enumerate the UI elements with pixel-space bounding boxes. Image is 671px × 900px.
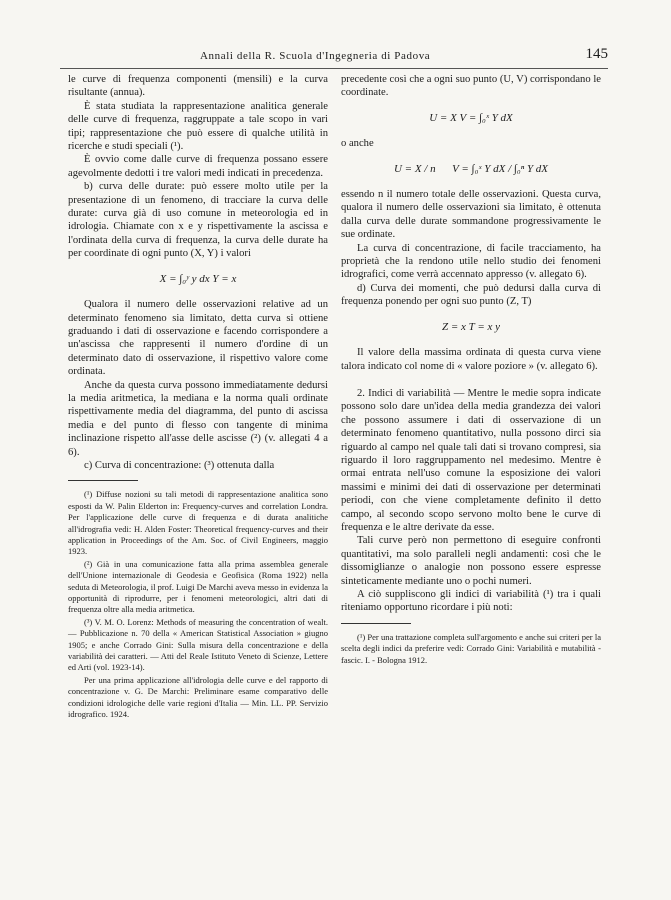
equation-u: U = X / n [393, 162, 436, 175]
footnote: Per una prima applicazione all'idrologia delle curve e del rapporto di concentrazione v. G. De Marchi: Preliminare esame comparativo delle condizioni idrologiche delle varie regioni d'Italia — Min. LL. PP. Servizio idrografico. 1924. [68, 674, 328, 720]
footnotes [341, 632, 601, 666]
section-paragraph: 2. Indici di variabilità — Mentre le medie sopra indicate possono solo dare un'idea della media grandezza dei valori che possono assumere i dati di osservazione di un determinato fenomeno quantitativo, nulla possono dirci sia riguardo al campo nel quale tali dati si trovano compresi, sia riguardo il loro raggruppamento nel medesimo. Mentre è ormai entrata nell'uso comune la esposizione dei valori massimi e minimi dei dati di osservazione per determinati periodi, con che viene completamente definito il detto campo, al secondo scopo servono molto bene le curve di frequenza e le altre derivate da esse. [341, 387, 601, 533]
equation-v: V = ∫₀ˣ Y dX / ∫₀ⁿ Y dX [452, 162, 549, 175]
footnote: (³) V. M. O. Lorenz: Methods of measuring the concentration of wealt. — Pubblicazione n. 70 della « American Statistical Association » giugno 1905; e anche Corrado Gini: Sulla misura della concentrazione e della variabilità dei caratteri. — Atti del Reale Istituto Veneto di Scienze, Lettere ed Arti (vol. 1923-14). [68, 616, 328, 673]
equation [341, 163, 601, 176]
paragraph: È ovvio come dalle curve di frequenza possano essere agevolmente dedotti i tre valori medi indicati in precedenza. [68, 154, 328, 179]
paragraph: c) Curva di concentrazione: (³) ottenuta dalla [84, 459, 275, 471]
left-column [68, 73, 328, 722]
equation: U = X V = ∫₀ˣ Y dX [429, 111, 513, 124]
footnote: (²) Già in una comunicazione fatta alla prima assemblea generale dell'Unione internazionale di Geodesia e Geofisica (Roma 1922) nella seduta di Meteorologia, il prof. Luigi De Marchi aveva messo in evidenza la opportunità di riprodurre, per i fenomeni meteorologici, altri dati di frequenza oltre alla media aritmetica. [68, 558, 328, 615]
paragraph: Qualora il numero delle osservazioni relative ad un determinato fenomeno sia limitato, detta curva si ottiene graduando i dati di osservazione e facendo corrispondere a un'ascissa che rappresenti il numero d'ordine di un determinato dato di osservazione, il rispettivo valore come ordinata. [68, 299, 328, 378]
paragraph: Tali curve però non permettono di eseguire confronti quantitativi, ma solo paralleli negli andamenti: così che le dissomiglianze o analogie non possono essere espresse sinteticamente mediante uno o pochi numeri. [341, 535, 601, 587]
paragraph: Anche da questa curva possono immediatamente dedursi la media aritmetica, la mediana e la norma quali ordinate rispettivamente media del diagramma, del punto di ascissa media e del punto di flesso con tangente di minima inclinazione rispetto all'asse delle ascisse (²) (v. allegati 4 a 6). [68, 379, 328, 458]
paragraph: d) Curva dei momenti, che può dedursi dalla curva di frequenza ponendo per ogni suo punto (Z, T) [341, 282, 601, 308]
footnote-rule [68, 480, 138, 481]
paragraph: La curva di concentrazione, di facile tracciamento, ha proprietà che la rendono utile nello studio dei fenomeni idrografici, come verrà accennato appresso (v. allegato 6). [341, 242, 601, 281]
paragraph: o anche [341, 138, 374, 150]
equation: X = ∫₀ʸ y dx Y = x [159, 272, 237, 285]
paragraph: essendo n il numero totale delle osservazioni. Questa curva, qualora il numero delle osservazioni sia limitato, è ottenuta dalla curva delle durate sommandone progressivamente le sue ordinate. [341, 189, 601, 241]
running-title: Annali della R. Scuola d'Ingegneria di Padova [200, 50, 431, 62]
paragraph: le curve di frequenza componenti (mensili) e la curva risultante (annua). [68, 74, 328, 99]
footnote: (¹) Per una trattazione completa sull'argomento e anche sui criteri per la scelta degli indici da preferire vedi: Corrado Gini: Variabilità e mutabilità - fascic. I. - Bologna 1912. [341, 631, 601, 665]
footnote-rule [341, 623, 411, 624]
right-column [341, 73, 601, 667]
equation: Z = x T = x y [441, 320, 501, 333]
running-header [60, 46, 608, 69]
paragraph: È stata studiata la rappresentazione analitica generale delle curve di frequenza, raggruppate a tale scopo in vari tipi; rappresentazione che può essere di qualche utilità in ricerche e studi speciali (¹). [68, 100, 328, 153]
paragraph: b) curva delle durate: può essere molto utile per la presentazione di un fenomeno, di tracciare la curva delle durate: curva già di uso comune in meteorologia ed in idrologia. Chiamate con x e y rispettivamente la ascissa e l'ordinata della curva di frequenza, la curva delle durate ha per coordinate di ogni punto (X, Y) i valori [68, 181, 328, 260]
paragraph: precedente così che a ogni suo punto (U, V) corrispondano le coordinate. [341, 74, 601, 99]
paragraph: A ciò suppliscono gli indici di variabilità (¹) tra i quali riteniamo opportuno ricordare i più noti: [341, 589, 601, 614]
page-number: 145 [585, 46, 608, 62]
footnotes [68, 489, 328, 720]
paragraph: Il valore della massima ordinata di questa curva viene talora indicato col nome di « valore poziore » (v. allegato 6). [341, 347, 601, 372]
footnote: (¹) Diffuse nozioni su tali metodi di rappresentazione analitica sono esposti da W. Palin Elderton in: Frequency-curves and correlation Londra. Per l'applicazione delle curve di frequenza e di durata analitiche all'idrografia vedi: H. Alden Foster: Theoretical frequency-curves and their application in Proceedings of the Am. Soc. of Civil Engineers, maggio 1923. [68, 489, 328, 557]
